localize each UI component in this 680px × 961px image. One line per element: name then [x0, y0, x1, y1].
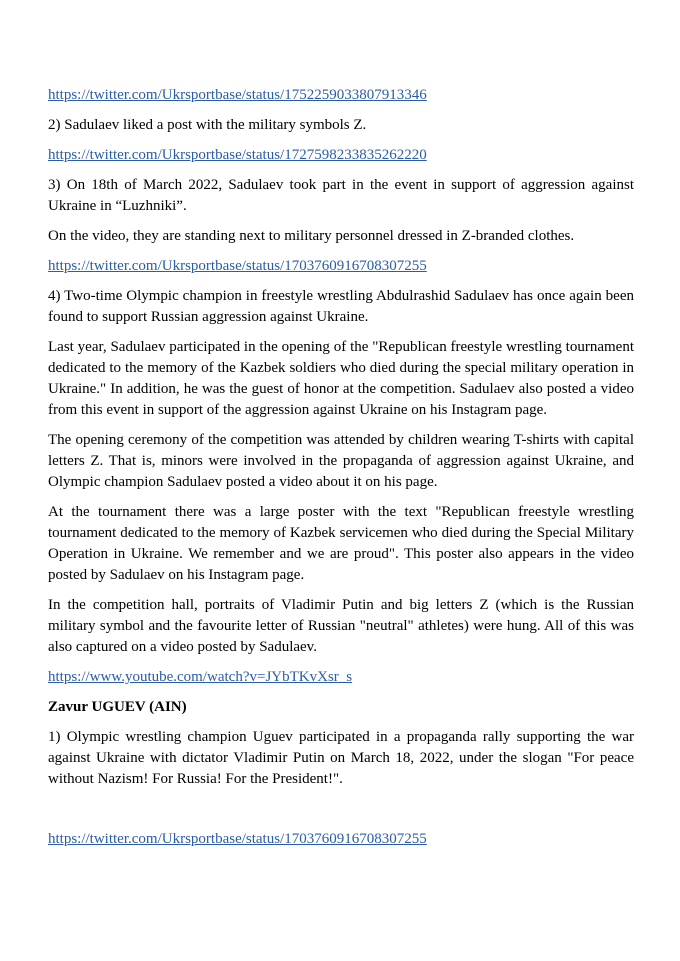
twitter-link-4[interactable]: https://twitter.com/Ukrsportbase/status/1703760916708307255	[48, 831, 427, 847]
paragraph-sadulaev-liked-post: 2) Sadulaev liked a post with the military symbols Z.	[48, 117, 367, 133]
blank-line	[48, 799, 634, 820]
paragraph-opening-ceremony: The opening ceremony of the competition was attended by children wearing T-shirts with capital letters Z. That is, minors were involved in the propaganda of aggression against Ukraine, and Olympic champion Sadulaev posted a video about it on his page.	[48, 432, 634, 490]
hyperlink-paragraph	[48, 85, 634, 106]
hyperlink-paragraph	[48, 829, 634, 850]
hyperlink-paragraph	[48, 667, 634, 688]
twitter-link-2[interactable]: https://twitter.com/Ukrsportbase/status/1727598233835262220	[48, 147, 427, 163]
paragraph-last-year-tournament: Last year, Sadulaev participated in the opening of the "Republican freestyle wrestling tournament dedicated to the memory of the Kazbek soldiers who died during the special military operation in Ukraine." In addition, he was the guest of honor at the competition. Sadulaev also posted a video from this event in support of the aggression against Ukraine on his Instagram page.	[48, 339, 634, 418]
paragraph-luzhniki-event: 3) On 18th of March 2022, Sadulaev took part in the event in support of aggression against Ukraine in “Luzhniki”.	[48, 177, 634, 214]
paragraph-competition-hall: In the competition hall, portraits of Vladimir Putin and big letters Z (which is the Russian military symbol and the favourite letter of Russian "neutral" athletes) were hung. All of this was also captured on a video posted by Sadulaev.	[48, 597, 634, 655]
youtube-link[interactable]: https://www.youtube.com/watch?v=JYbTKvXsr_s	[48, 669, 353, 685]
paragraph-two-time-champion: 4) Two-time Olympic champion in freestyle wrestling Abdulrashid Sadulaev has once again been found to support Russian aggression against Ukraine.	[48, 288, 634, 325]
paragraph-large-poster: At the tournament there was a large poster with the text "Republican freestyle wrestling tournament dedicated to the memory of Kazbek servicemen who died during the Special Military Operation in Ukraine. We remember and we are proud". This poster also appears in the video posted by Sadulaev on his Instagram page.	[48, 504, 634, 583]
twitter-link-3[interactable]: https://twitter.com/Ukrsportbase/status/1703760916708307255	[48, 258, 427, 274]
paragraph-video-z-branded: On the video, they are standing next to military personnel dressed in Z-branded clothes.	[48, 228, 575, 244]
hyperlink-paragraph	[48, 256, 634, 277]
paragraph-uguev-rally: 1) Olympic wrestling champion Uguev participated in a propaganda rally supporting the war against Ukraine with dictator Vladimir Putin on March 18, 2022, under the slogan "For peace without Nazism! For Russia! For the President!".	[48, 729, 634, 787]
twitter-link-1[interactable]: https://twitter.com/Ukrsportbase/status/1752259033807913346	[48, 87, 427, 103]
hyperlink-paragraph	[48, 145, 634, 166]
section-heading-zavur-uguev: Zavur UGUEV (AIN)	[48, 699, 187, 715]
